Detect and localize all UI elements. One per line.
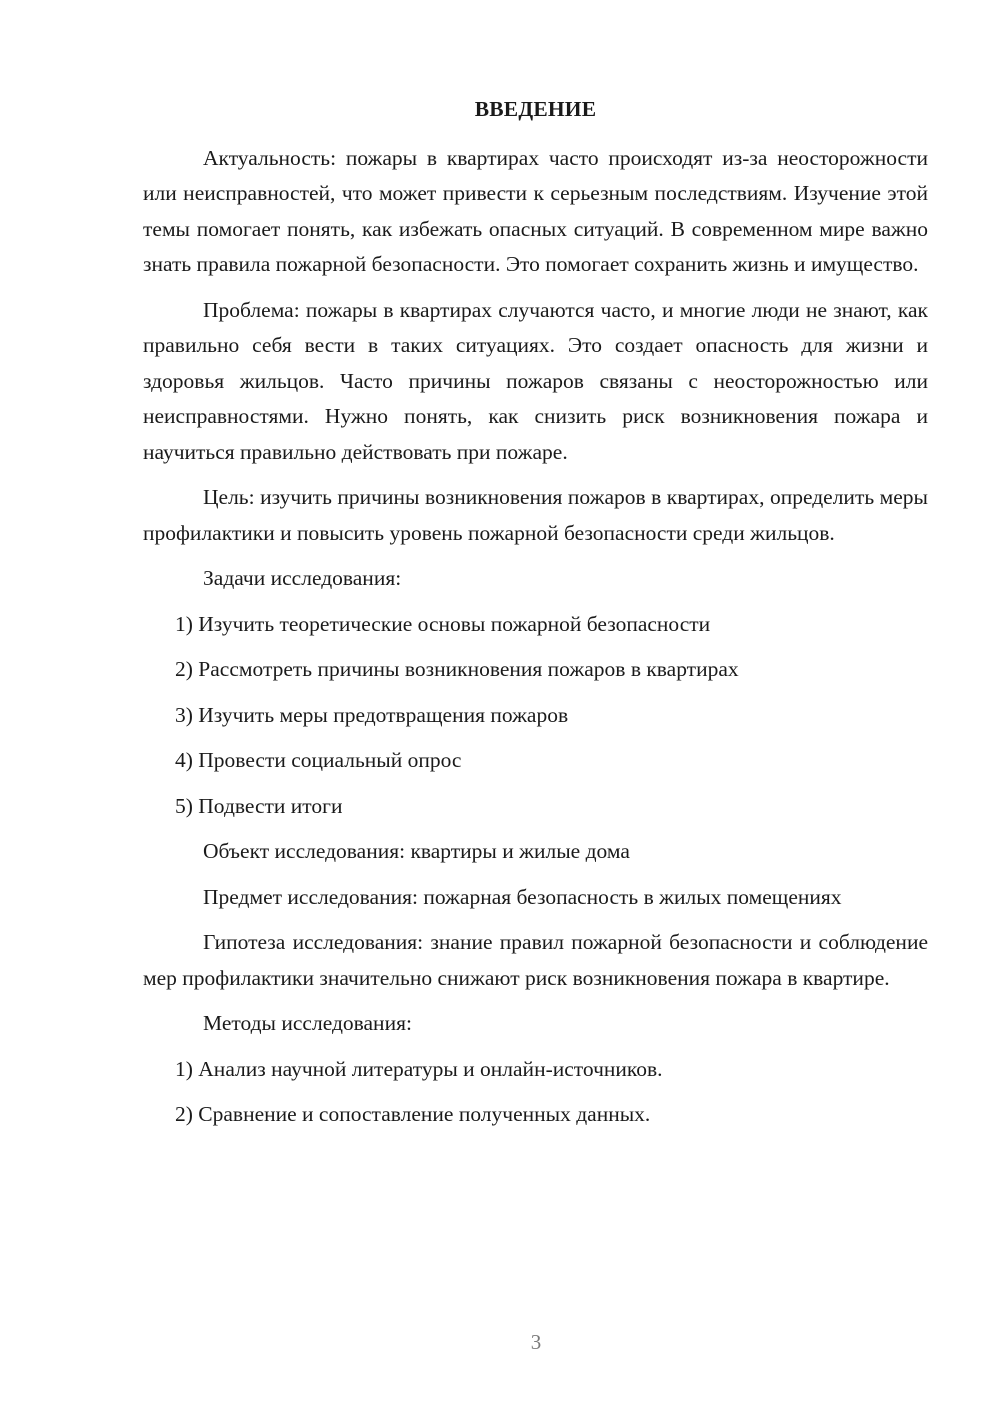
problem-paragraph: Проблема: пожары в квартирах случаются часто, и многие люди не знают, как правильно себя вести в таких ситуациях. Это создает опасность для жизни и здоровья жильцов. Часто причины пожаров связаны с неосторожностью или неисправностями. Нужно понять, как снизить риск возникновения пожара и научиться правильно действовать при пожаре. <box>143 297 928 464</box>
task-item: 3) Изучить меры предотвращения пожаров <box>175 702 569 727</box>
task-item: 5) Подвести итоги <box>175 793 343 818</box>
section-title: ВВЕДЕНИЕ <box>474 97 597 121</box>
object-paragraph: Объект исследования: квартиры и жилые дома <box>203 839 630 863</box>
relevance-paragraph: Актуальность: пожары в квартирах часто происходят из-за неосторожности или неисправностей, что может привести к серьезным последствиям. Изучение этой темы помогает понять, как избежать опасных ситуаций. В современном мире важно знать правила пожарной безопасности. Это помогает сохранить жизнь и имущество. <box>143 145 928 276</box>
goal-paragraph: Цель: изучить причины возникновения пожаров в квартирах, определить меры профилактики и повысить уровень пожарной безопасности среди жильцов. <box>143 485 928 545</box>
task-item: 4) Провести социальный опрос <box>175 748 462 772</box>
task-item: 2) Рассмотреть причины возникновения пожаров в квартирах <box>175 657 739 681</box>
page-number: 3 <box>530 1330 542 1354</box>
subject-paragraph: Предмет исследования: пожарная безопасность в жилых помещениях <box>203 884 842 909</box>
methods-heading: Методы исследования: <box>203 1011 412 1035</box>
tasks-heading: Задачи исследования: <box>203 566 402 590</box>
task-item: 1) Изучить теоретические основы пожарной безопасности <box>175 611 711 636</box>
method-item: 2) Сравнение и сопоставление полученных данных. <box>175 1102 651 1126</box>
document-page <box>143 92 928 1143</box>
method-item: 1) Анализ научной литературы и онлайн-источников. <box>175 1056 663 1081</box>
hypothesis-paragraph: Гипотеза исследования: знание правил пожарной безопасности и соблюдение мер профилактики значительно снижают риск возникновения пожара в квартире. <box>143 930 928 990</box>
